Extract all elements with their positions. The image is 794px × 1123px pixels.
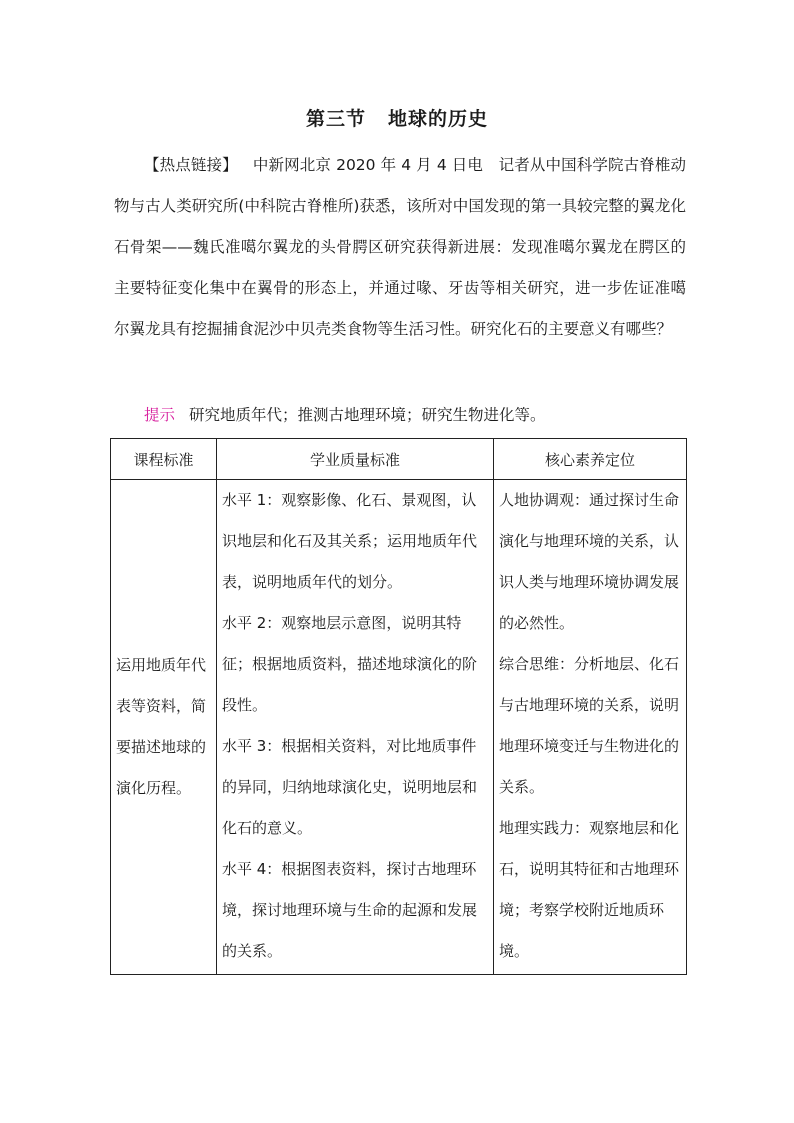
section-name: 地球的历史: [388, 108, 489, 130]
quality-level-3: 水平 3：根据相关资料，对比地质事件的异同，归纳地球演化史，说明地层和化石的意义。: [222, 737, 478, 837]
hot-link-label: 【热点链接】: [144, 156, 238, 174]
table-header-row: [111, 439, 687, 480]
core-literacy-cell: [494, 480, 687, 975]
header-core-literacy: 核心素养定位: [494, 439, 687, 480]
quality-level-1: 水平 1：观察影像、化石、景观图，认识地层和化石及其关系；运用地质年代表，说明地质年代的划分。: [222, 491, 478, 591]
header-quality-standard: 学业质量标准: [217, 439, 494, 480]
hint-text: 研究地质年代；推测古地理环境；研究生物进化等。: [189, 406, 546, 424]
literacy-geo-practice: 地理实践力：观察地层和化石，说明其特征和古地理环境；考察学校附近地质环境。: [499, 819, 680, 960]
hint-paragraph: [114, 395, 686, 436]
course-standard-cell: 运用地质年代表等资料，简要描述地球的演化历程。: [111, 480, 217, 975]
hot-link-text: 中新网北京 2020 年 4 月 4 日电 记者从中国科学院古脊椎动物与古人类研究所(中科院古脊椎所)获悉，该所对中国发现的第一具较完整的翼龙化石骨架——魏氏准噶尔翼龙的头骨腭区研究获得新进展：发现准噶尔翼龙在腭区的主要特征变化集中在翼骨的形态上，并通过喙、牙齿等相关研究，进一步佐证准噶尔翼龙具有挖掘捕食泥沙中贝壳类食物等生活习性。研究化石的主要意义有哪些？: [114, 156, 686, 338]
table-row: [111, 480, 687, 975]
standards-table: [110, 438, 687, 975]
literacy-human-earth: 人地协调观：通过探讨生命演化与地理环境的关系，认识人类与地理环境协调发展的必然性。: [499, 491, 680, 632]
quality-standard-cell: [217, 480, 494, 975]
literacy-integrated-thinking: 综合思维：分析地层、化石与古地理环境的关系，说明地理环境变迁与生物进化的关系。: [499, 655, 680, 796]
hot-link-paragraph: [114, 145, 686, 350]
quality-level-2: 水平 2：观察地层示意图，说明其特征；根据地质资料，描述地球演化的阶段性。: [222, 614, 478, 714]
header-course-standard: 课程标准: [111, 439, 217, 480]
quality-level-4: 水平 4：根据图表资料，探讨古地理环境，探讨地理环境与生命的起源和发展的关系。: [222, 860, 478, 960]
section-number: 第三节: [305, 108, 366, 130]
page-title: [0, 104, 794, 131]
hint-label: 提示: [144, 406, 176, 424]
